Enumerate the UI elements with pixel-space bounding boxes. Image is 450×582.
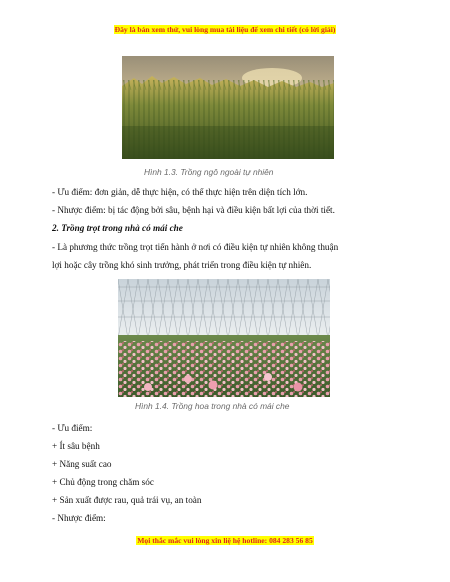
figure-2-caption: Hình 1.4. Trồng hoa trong nhà có mái che <box>135 401 290 411</box>
section-1-line: - Nhược điểm: bị tác động bởi sâu, bệnh hại và điều kiện bất lợi của thời tiết. <box>52 205 335 215</box>
corn-field-photo <box>122 56 334 159</box>
section-3-line: + Ít sâu bệnh <box>52 441 100 451</box>
preview-notice-banner: Đây là bản xem thử, vui lòng mua tài liệu để xem chi tiết (có lời giải) <box>114 25 336 34</box>
section-3-line: - Nhược điểm: <box>52 513 106 523</box>
section-2-line: - Là phương thức trồng trọt tiến hành ở nơi có điều kiện tự nhiên không thuận <box>52 242 339 252</box>
hotline-banner: Mọi thắc mắc vui lòng xin liệ hệ hotline: 084 283 56 85 <box>137 536 313 545</box>
section-2-heading: 2. Trồng trọt trong nhà có mái che <box>52 223 183 233</box>
section-2-line: lợi hoặc cây trồng khó sinh trưởng, phát triển trong điều kiện tự nhiên. <box>52 260 312 270</box>
section-1-line: - Ưu điểm: đơn giản, dễ thực hiện, có thể thực hiện trên diện tích lớn. <box>52 187 308 197</box>
section-3-line: + Sản xuất được rau, quả trái vụ, an toàn <box>52 495 202 505</box>
section-3-line: + Năng suất cao <box>52 459 112 469</box>
section-3-line: - Ưu điểm: <box>52 423 93 433</box>
figure-1-caption: Hình 1.3. Trồng ngô ngoài tự nhiên <box>144 167 274 177</box>
section-3-line: + Chủ động trong chăm sóc <box>52 477 154 487</box>
greenhouse-flowers-photo <box>118 279 330 397</box>
